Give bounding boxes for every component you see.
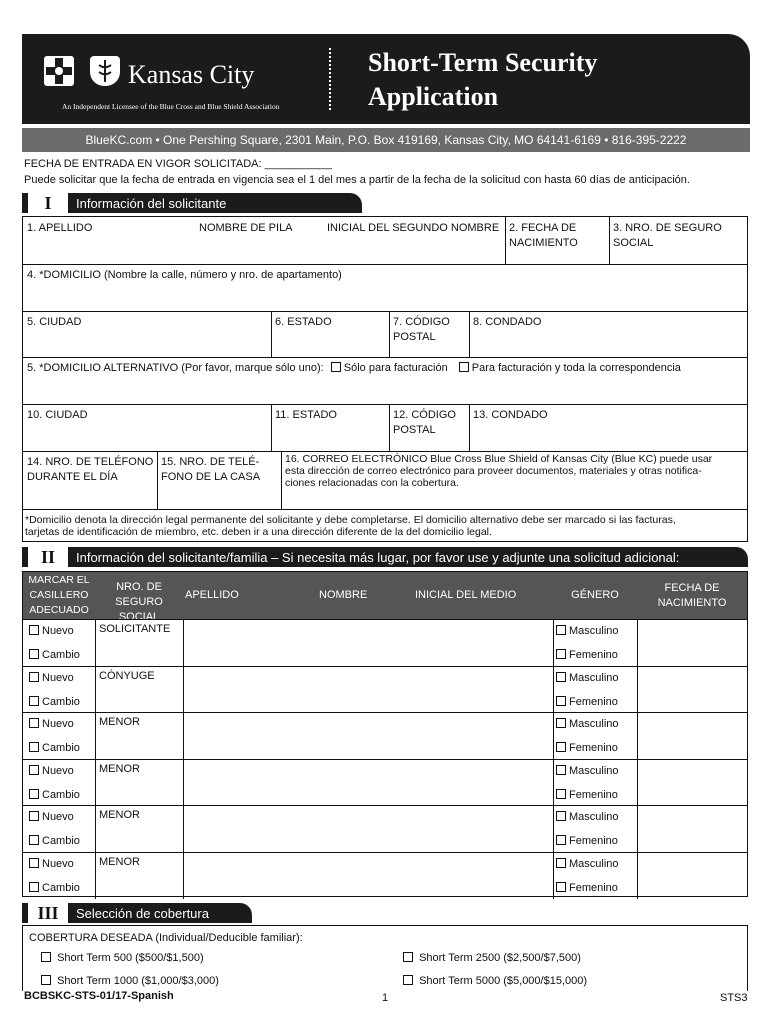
change-label: Cambio (42, 788, 80, 801)
alt-zip-label-a: 12. CÓDIGO (393, 409, 456, 421)
table-row (23, 759, 747, 806)
blue-shield-icon (90, 56, 120, 86)
effective-date-note: Puede solicitar que la fecha de entrada en vigencia sea el 1 del mes a partir de la fecha de la solicitud con hasta 60 días de anticipación. (24, 174, 690, 186)
alt-state-field[interactable]: 11. ESTADO (275, 409, 337, 421)
member-role: MENOR (99, 809, 140, 821)
coverage-option-1000[interactable]: Short Term 1000 ($1,000/$3,000) (41, 974, 219, 988)
new-checkbox[interactable] (29, 718, 39, 728)
coverage-option-5000[interactable]: Short Term 5000 ($5,000/$15,000) (403, 974, 587, 988)
female-label: Femenino (569, 788, 618, 801)
new-option[interactable] (29, 624, 74, 638)
female-option[interactable] (556, 741, 618, 755)
section3-title: Selección de cobertura (76, 906, 209, 921)
female-checkbox[interactable] (556, 742, 566, 752)
section2-title: Información del solicitante/familia – Si necesita más lugar, por favor use y adjunte una solicitud adicional: (76, 550, 680, 565)
ssn-label-a: 3. NRO. DE SEGURO (613, 222, 722, 234)
section3-header (22, 903, 252, 923)
coverage-box (22, 925, 748, 991)
footer-form-code: BCBSKC-STS-01/17-Spanish (24, 990, 174, 1002)
male-label: Masculino (569, 671, 619, 684)
new-option[interactable] (29, 764, 74, 778)
header-divider (329, 48, 331, 110)
male-checkbox[interactable] (556, 765, 566, 775)
coverage-5000-checkbox[interactable] (403, 975, 413, 985)
change-label: Cambio (42, 835, 80, 847)
col-header-birthdate: FECHA DE NACIMIENTO (637, 572, 747, 619)
male-checkbox[interactable] (556, 811, 566, 821)
female-label: Femenino (569, 742, 618, 754)
alt-county-field[interactable]: 13. CONDADO (473, 409, 548, 421)
male-label: Masculino (569, 718, 619, 730)
footer-page-number: 1 (382, 992, 389, 1004)
change-option[interactable] (29, 695, 80, 709)
female-option[interactable] (556, 788, 618, 802)
coverage-1000-checkbox[interactable] (41, 975, 51, 985)
footer-form-id: STS3 (720, 992, 748, 1004)
table-row (23, 666, 747, 713)
female-label: Femenino (569, 881, 618, 894)
new-label: Nuevo (42, 764, 74, 777)
alt-zip-field[interactable]: POSTAL (393, 424, 436, 436)
new-label: Nuevo (42, 671, 74, 684)
form-title-line1: Short-Term Security (368, 48, 598, 77)
day-phone-field[interactable]: DURANTE EL DÍA (27, 471, 118, 483)
billing-and-mail-label: Para facturación y toda la correspondencia (471, 362, 681, 374)
table-row (23, 852, 747, 899)
middle-initial-field[interactable]: INICIAL DEL SEGUNDO NOMBRE (327, 222, 500, 234)
effective-date-field[interactable]: FECHA DE ENTRADA EN VIGOR SOLICITADA: ___________ (24, 158, 332, 170)
email-field[interactable]: ciones relacionadas con la cobertura. (285, 477, 459, 489)
col-header-ssn: NRO. DE SEGURO SOCIAL (95, 572, 183, 619)
male-label: Masculino (569, 764, 619, 777)
county-field[interactable]: 8. CONDADO (473, 316, 542, 328)
table-row (23, 619, 747, 666)
form-title-line2: Application (368, 82, 499, 111)
change-checkbox[interactable] (29, 742, 39, 752)
table-row (23, 712, 747, 759)
male-checkbox[interactable] (556, 625, 566, 635)
email-field-label-b: esta dirección de correo electrónico para proveer documentos, materiales y otras notifica- (285, 465, 702, 477)
zip-label-a: 7. CÓDIGO (393, 316, 450, 328)
coverage-2500-checkbox[interactable] (403, 952, 413, 962)
billing-and-mail-checkbox[interactable] (459, 362, 469, 372)
home-phone-label-a: 15. NRO. DE TELÉ- (161, 456, 260, 468)
new-option[interactable] (29, 717, 74, 731)
section1-number: I (28, 193, 68, 213)
change-checkbox[interactable] (29, 882, 39, 892)
new-checkbox[interactable] (29, 765, 39, 775)
ssn-field[interactable]: SOCIAL (613, 237, 654, 249)
alt-city-field[interactable]: 10. CIUDAD (27, 409, 88, 421)
col-header-names: APELLIDO NOMBRE INICIAL DEL MEDIO (183, 572, 553, 619)
change-checkbox[interactable] (29, 649, 39, 659)
change-label: Cambio (42, 695, 80, 708)
section1-title: Información del solicitante (76, 196, 227, 211)
male-option[interactable] (556, 717, 619, 731)
new-option[interactable] (29, 671, 74, 685)
blue-cross-icon (44, 56, 74, 86)
new-option[interactable] (29, 857, 74, 871)
address-bar: BlueKC.com • One Pershing Square, 2301 Main, P.O. Box 419169, Kansas City, MO 64141-6169 • 816-395-2222 (22, 128, 750, 152)
change-option[interactable] (29, 741, 80, 755)
state-field[interactable]: 6. ESTADO (275, 316, 332, 328)
new-label: Nuevo (42, 857, 74, 870)
change-option[interactable] (29, 834, 80, 848)
new-checkbox[interactable] (29, 811, 39, 821)
change-label: Cambio (42, 649, 80, 661)
change-option[interactable] (29, 881, 80, 895)
section1-header (22, 193, 362, 213)
day-phone-label-a: 14. NRO. DE TELÉFONO (27, 456, 154, 468)
first-name-field[interactable]: NOMBRE DE PILA (199, 222, 293, 234)
male-option[interactable] (556, 764, 619, 778)
female-option[interactable] (556, 695, 618, 709)
col-header-box: MARCAR EL CASILLERO ADECUADO (23, 572, 95, 619)
female-checkbox[interactable] (556, 789, 566, 799)
change-label: Cambio (42, 742, 80, 754)
section3-number: III (28, 903, 68, 923)
footnote-b: tarjetas de identificación de miembro, etc. deben ir a una dirección diferente de la del domicilio legal. (25, 526, 492, 538)
billing-only-label: Sólo para facturación (343, 362, 448, 374)
new-checkbox[interactable] (29, 625, 39, 635)
change-label: Cambio (42, 881, 80, 894)
footnote-a: *Domicilio denota la dirección legal permanente del solicitante y debe completarse. El domicilio alternativo debe ser marcado si las facturas, (25, 514, 676, 526)
female-option[interactable] (556, 648, 618, 662)
female-option[interactable] (556, 834, 618, 848)
change-checkbox[interactable] (29, 789, 39, 799)
brand-name: Kansas City (128, 60, 255, 89)
male-checkbox[interactable] (556, 672, 566, 682)
male-option[interactable] (556, 624, 619, 638)
alt-address-label: 5. *DOMICILIO ALTERNATIVO (Por favor, marque sólo uno): Sólo para facturación Para facturación y toda la correspondencia (27, 362, 681, 374)
birth-date-field[interactable]: NACIMIENTO (509, 237, 578, 249)
email-field-label-a: 16. CORREO ELECTRÓNICO Blue Cross Blue Shield of Kansas City (Blue KC) puede usar (285, 453, 713, 465)
new-checkbox[interactable] (29, 672, 39, 682)
member-role: MENOR (99, 762, 140, 775)
male-option[interactable] (556, 671, 619, 685)
section1-form (22, 216, 748, 542)
brand-tagline: An Independent Licensee of the Blue Cross and Blue Shield Association (62, 102, 280, 111)
male-option[interactable] (556, 857, 619, 871)
male-label: Masculino (569, 811, 619, 823)
male-label: Masculino (569, 625, 619, 637)
female-checkbox[interactable] (556, 696, 566, 706)
section2-number: II (28, 547, 68, 567)
female-label: Femenino (569, 695, 618, 708)
zip-field[interactable]: POSTAL (393, 331, 436, 343)
female-label: Femenino (569, 835, 618, 847)
family-table (22, 571, 748, 897)
change-checkbox[interactable] (29, 696, 39, 706)
male-option[interactable] (556, 810, 619, 824)
male-checkbox[interactable] (556, 858, 566, 868)
male-checkbox[interactable] (556, 718, 566, 728)
change-checkbox[interactable] (29, 835, 39, 845)
col-header-gender: GÉNERO (553, 572, 637, 619)
new-label: Nuevo (42, 625, 74, 637)
city-field[interactable]: 5. CIUDAD (27, 316, 82, 328)
change-option[interactable] (29, 788, 80, 802)
address-field[interactable]: 4. *DOMICILIO (Nombre la calle, número y nro. de apartamento) (27, 269, 342, 281)
section2-header (22, 547, 748, 567)
member-role: CÓNYUGE (99, 669, 155, 682)
coverage-option-2500[interactable]: Short Term 2500 ($2,500/$7,500) (403, 951, 581, 965)
male-label: Masculino (569, 857, 619, 870)
member-role: MENOR (99, 716, 140, 728)
female-checkbox[interactable] (556, 835, 566, 845)
new-option[interactable] (29, 810, 74, 824)
coverage-label: COBERTURA DESEADA (Individual/Deducible familiar): (29, 932, 303, 944)
female-checkbox[interactable] (556, 882, 566, 892)
new-label: Nuevo (42, 718, 74, 730)
coverage-500-checkbox[interactable] (41, 952, 51, 962)
billing-only-checkbox[interactable] (331, 362, 341, 372)
female-checkbox[interactable] (556, 649, 566, 659)
last-name-field[interactable]: 1. APELLIDO (27, 222, 93, 234)
birth-date-label-a: 2. FECHA DE (509, 222, 577, 234)
female-label: Femenino (569, 649, 618, 661)
female-option[interactable] (556, 881, 618, 895)
new-label: Nuevo (42, 811, 74, 823)
change-option[interactable] (29, 648, 80, 662)
home-phone-field[interactable]: FONO DE LA CASA (161, 471, 261, 483)
new-checkbox[interactable] (29, 858, 39, 868)
coverage-option-500[interactable]: Short Term 500 ($500/$1,500) (41, 951, 204, 965)
table-row (23, 805, 747, 852)
member-role: SOLICITANTE (99, 623, 171, 635)
member-role: MENOR (99, 855, 140, 868)
